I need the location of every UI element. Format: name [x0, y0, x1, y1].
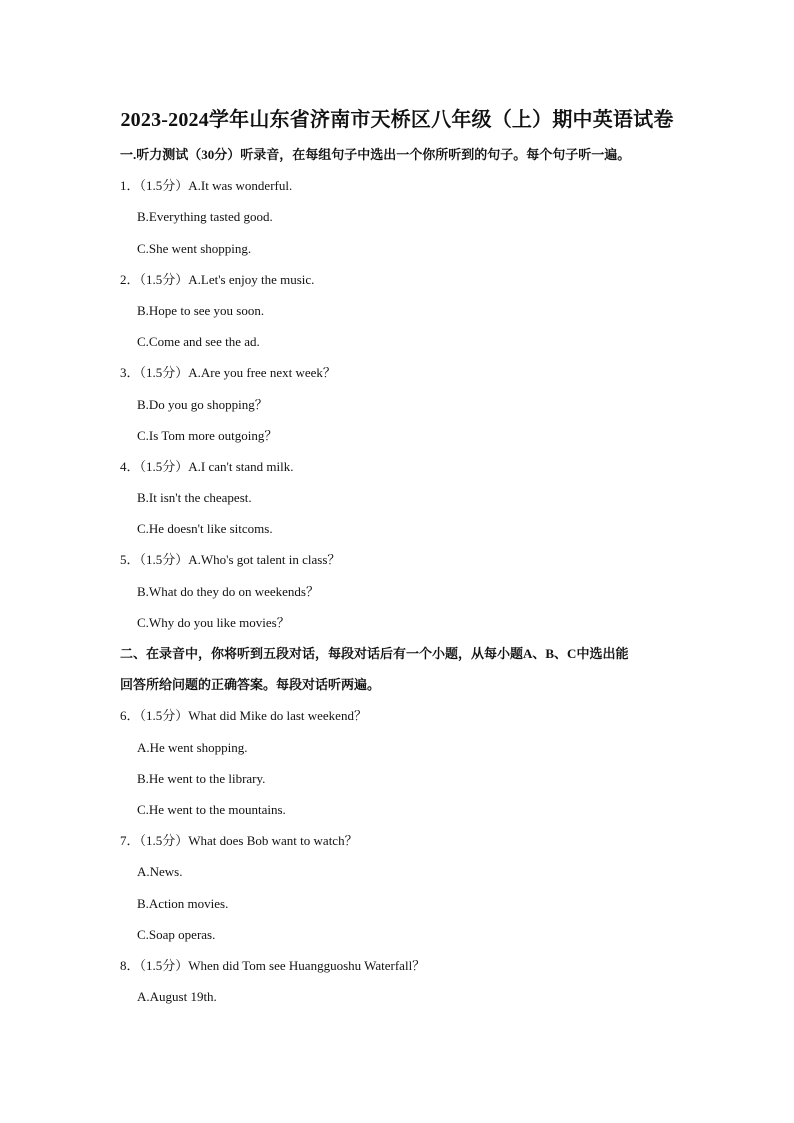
- answer-option: B.He went to the library.: [137, 770, 266, 786]
- answer-option: B.It isn't the cheapest.: [137, 490, 252, 506]
- answer-option: C.She went shopping.: [137, 240, 252, 256]
- answer-option: C.He went to the mountains.: [137, 801, 286, 817]
- answer-option: A.News.: [137, 864, 183, 880]
- answer-option: B.Hope to see you soon.: [137, 302, 265, 318]
- answer-option: C.Come and see the ad.: [137, 334, 260, 350]
- answer-option: B.Everything tasted good.: [137, 209, 273, 225]
- answer-option: B.Action movies.: [137, 895, 229, 911]
- answer-option: C.Soap operas.: [137, 926, 216, 942]
- answer-option: A.August 19th.: [137, 989, 217, 1005]
- question-stem: 7．（1.5分）What does Bob want to watch？: [120, 833, 358, 849]
- answer-option: B.What do they do on weekends？: [137, 583, 319, 599]
- answer-option: C.Is Tom more outgoing？: [137, 427, 278, 443]
- answer-option: A.He went shopping.: [137, 739, 248, 755]
- answer-option: C.Why do you like movies？: [137, 614, 290, 630]
- section-heading: 一.听力测试（30分）听录音，在每组句子中选出一个你所听到的句子。每个句子听一遍。: [120, 147, 631, 162]
- exam-title: 2023-2024学年山东省济南市天桥区八年级（上）期中英语试卷: [120, 109, 674, 131]
- answer-option: B.Do you go shopping？: [137, 396, 268, 412]
- question-stem: 5．（1.5分）A.Who's got talent in class？: [120, 552, 341, 568]
- question-stem: 1．（1.5分）A.It was wonderful.: [120, 178, 293, 194]
- answer-option: C.He doesn't like sitcoms.: [137, 521, 273, 537]
- question-stem: 6．（1.5分）What did Mike do last weekend？: [120, 708, 367, 724]
- question-stem: 4．（1.5分）A.I can't stand milk.: [120, 458, 294, 474]
- question-stem: 2．（1.5分）A.Let's enjoy the music.: [120, 271, 315, 287]
- question-list: [120, 143, 680, 1016]
- question-stem: 3．（1.5分）A.Are you free next week？: [120, 365, 336, 381]
- question-stem: 8．（1.5分）When did Tom see Huangguoshu Waterfall？: [120, 957, 426, 973]
- section-heading: 二、在录音中，你将听到五段对话，每段对话后有一个小题，从每小题A、B、C中选出能: [120, 646, 629, 661]
- section-heading: 回答所给问题的正确答案。每段对话听两遍。: [120, 677, 381, 693]
